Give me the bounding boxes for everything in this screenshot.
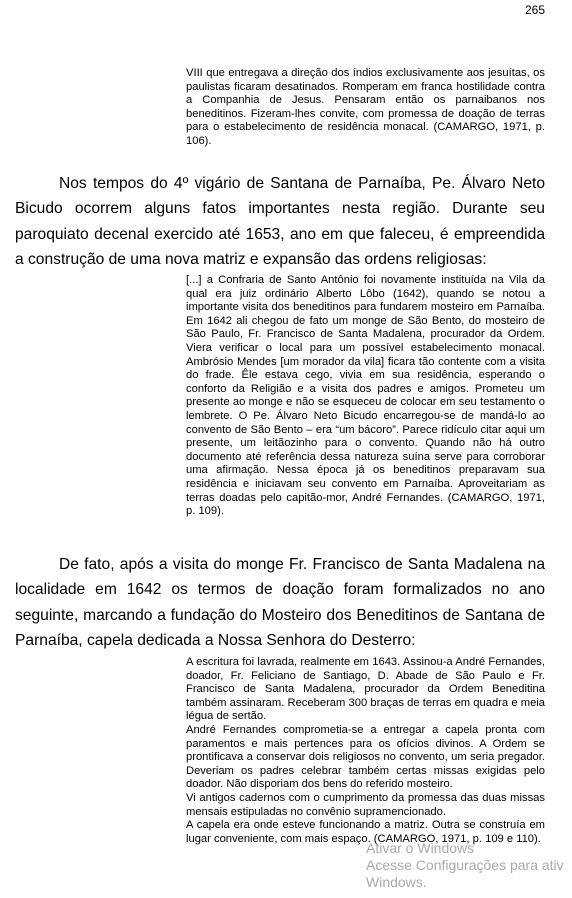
block-quote-3 xyxy=(186,656,545,846)
quote-1-text: VIII que entregava a direção dos índios exclusivamente aos jesuítas, os paulistas ficaram desatinados. Romperam em franca hostilidade contra a Companhia de Jesus. Pensaram então os parnaibanos nos beneditinos. Fizeram-lhes convite, com promessa de doação de terras para o estabelecimento de residência monacal. (CAMARGO, 1971, p. 106). xyxy=(186,67,545,147)
paragraph-1-text: Nos tempos do 4º vigário de Santana de Parnaíba, Pe. Álvaro Neto Bicudo ocorrem alguns fatos importantes nesta região. Durante seu paroquiato decenal exercido até 1653, ano em que faleceu, é empreendida a construção de uma nova matriz e expansão das ordens religiosas: xyxy=(15,175,545,269)
block-quote-2 xyxy=(186,274,545,519)
windows-activation-watermark xyxy=(366,840,572,891)
page-number: 265 xyxy=(524,3,545,17)
body-paragraph-2 xyxy=(15,552,545,654)
quote-3-paragraph-3: Vi antigos cadernos com o cumprimento da promessa das duas missas mensais estipuladas no convênio supramencionado. xyxy=(186,791,545,818)
watermark-line-3: Windows. xyxy=(366,874,427,890)
quote-3-paragraph-2: André Fernandes comprometia-se a entregar a capela pronta com paramentos e mais pertences para os ofícios divinos. A Ordem se prontificava a conservar dois religiosos no convento, um seria pregador. Deveriam os padres celebrar também certas missas exigidas pelo doador. Não disporiam dos bens do referido mosteiro. xyxy=(186,723,545,791)
quote-2-text: [...] a Confraria de Santo Antônio foi novamente instituída na Vila da qual era juiz ordinário Alberto Lôbo (1642), quando se notou a importante visita dos beneditinos para fundarem mosteiro em Parnaíba. Em 1642 ali chegou de fato um monge de São Bento, do mosteiro de São Paulo, Fr. Francisco de Santa Madalena, procurador da Ordem. Viera verificar o local para um possível estabelecimento monacal. Ambrósio Mendes [um morador da vila] ficara tão contente com a visita do frade. Êle estava cego, vivia em sua residência, esperando o conforto da Religião e a visita dos padres e amigos. Prometeu um presente ao monge e não se esqueceu de colocar em seu testamento o lembrete. O Pe. Álvaro Neto Bicudo encarregou-se de mandá-lo ao convento de São Bento – era “um bácoro”. Parece ridículo citar aqui um presente, um leitãozinho para o convento. Quando não há outro documento até referência dessa natureza suína serve para corroborar uma afirmação. Nessa época já os beneditinos preparavam sua residência e iniciavam seu convento em Parnaíba. Aproveitariam as terras doadas pelo capitão-mor, André Fernandes. (CAMARGO, 1971, p. 109). xyxy=(186,274,545,518)
block-quote-1 xyxy=(186,67,545,149)
paragraph-2-text: De fato, após a visita do monge Fr. Francisco de Santa Madalena na localidade em 1642 os termos de doação foram formalizados no ano seguinte, marcando a fundação do Mosteiro dos Beneditinos de Santana de Parnaíba, capela dedicada a Nossa Senhora do Desterro: xyxy=(15,556,545,650)
watermark-line-2: Acesse Configurações para ativ xyxy=(366,857,564,873)
quote-3-paragraph-1: A escritura foi lavrada, realmente em 1643. Assinou-a André Fernandes, doador, Fr. Feliciano de Santiago, D. Abade de São Paulo e Fr. Francisco de Santa Madalena, procurador da Ordem Beneditina também assinaram. Receberam 300 braças de terras em quadra e meia légua de sertão. xyxy=(186,656,545,723)
body-paragraph-1 xyxy=(15,171,545,273)
watermark-line-1: Ativar o Windows xyxy=(366,840,475,856)
quote-3-paragraph-4: A capela era onde esteve funcionando a matriz. Outra se construía em lugar conveniente, com mais espaço. (CAMARGO, 1971, p. 109 e 110). xyxy=(186,819,545,845)
